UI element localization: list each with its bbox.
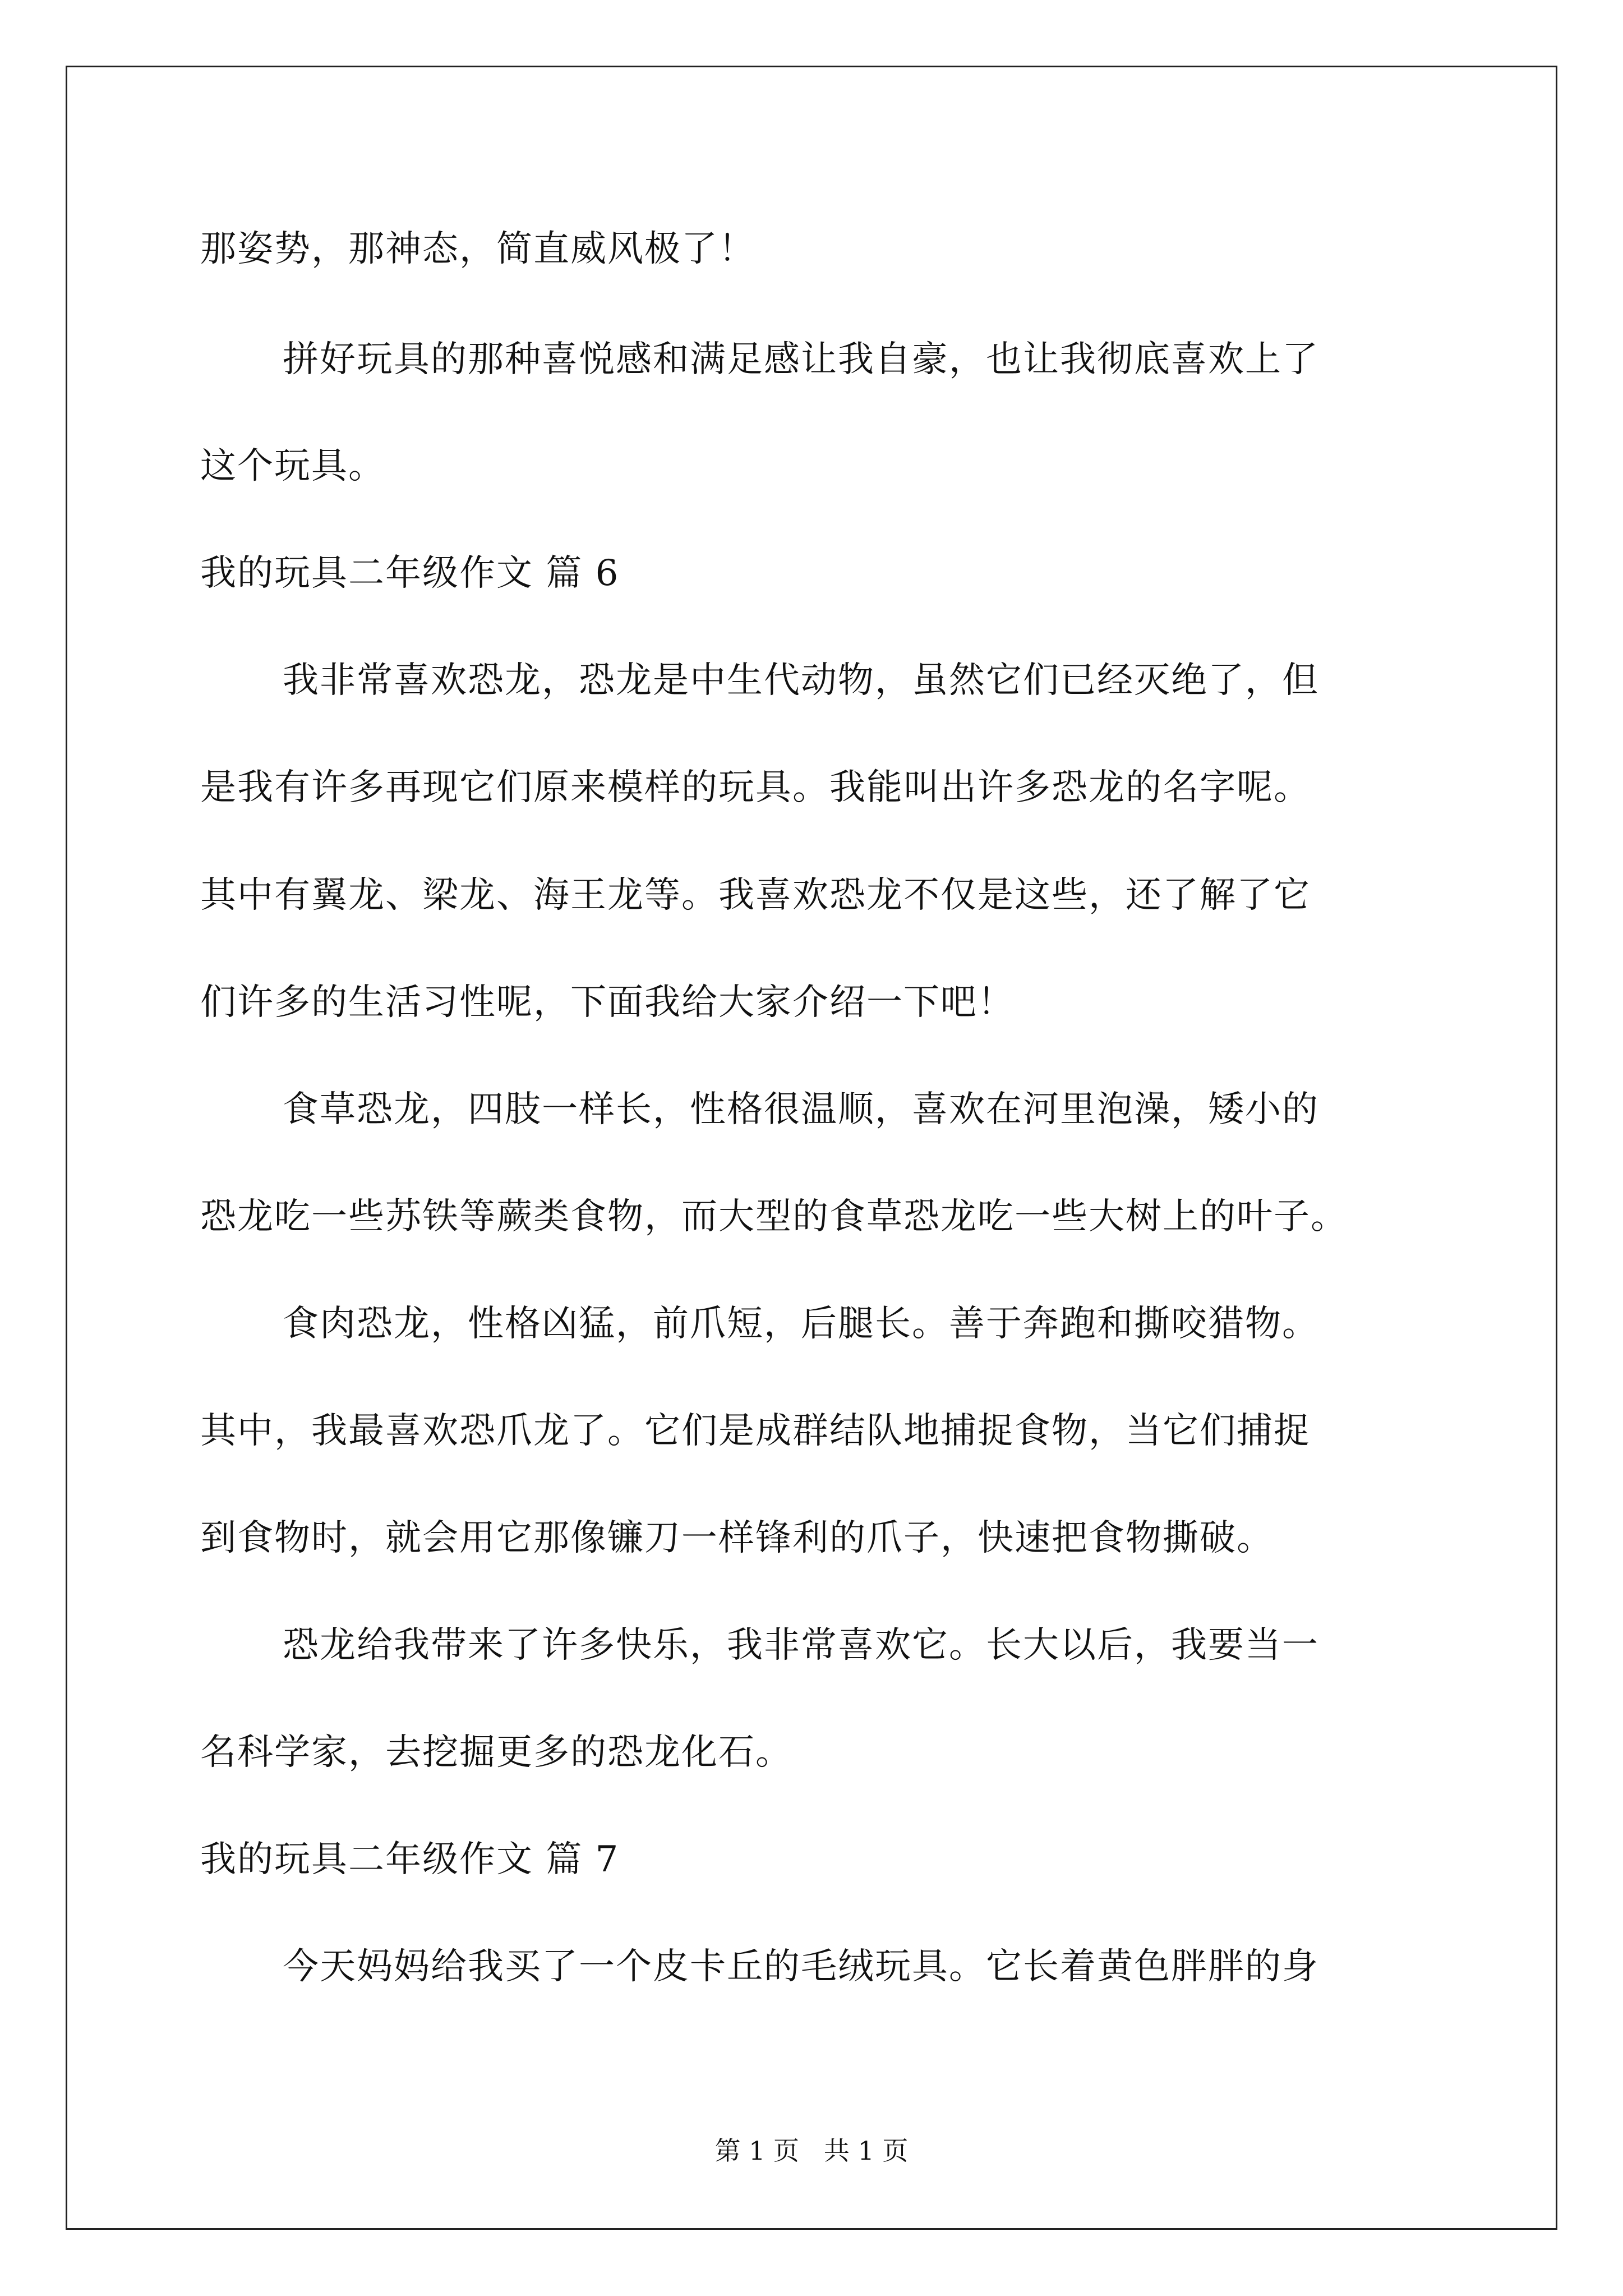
section-heading: 我的玩具二年级作文 篇 7 (200, 1839, 620, 1880)
paragraph-first-line: 恐龙给我带来了许多快乐，我非常喜欢它。长大以后，我要当一 (283, 1625, 1319, 1666)
paragraph-first-line: 今天妈妈给我买了一个皮卡丘的毛绒玩具。它长着黄色胖胖的身 (283, 1946, 1319, 1987)
text-line: 是我有许多再现它们原来模样的玩具。我能叫出许多恐龙的名字呢。 (200, 767, 1311, 808)
paragraph-first-line: 食肉恐龙，性格凶猛，前爪短，后腿长。善于奔跑和撕咬猎物。 (283, 1303, 1319, 1345)
text-line: 其中有翼龙、梁龙、海王龙等。我喜欢恐龙不仅是这些，还了解了它 (200, 875, 1311, 916)
text-line: 这个玩具。 (200, 445, 385, 487)
section-heading: 我的玩具二年级作文 篇 6 (200, 553, 620, 594)
page-footer: 第 1 页 共 1 页 (714, 2136, 909, 2166)
paragraph-first-line: 拼好玩具的那种喜悦感和满足感让我自豪，也让我彻底喜欢上了 (283, 339, 1319, 380)
paragraph-first-line: 食草恐龙，四肢一样长，性格很温顺，喜欢在河里泡澡，矮小的 (283, 1089, 1319, 1130)
text-line: 恐龙吃一些苏铁等蕨类食物，而大型的食草恐龙吃一些大树上的叶子。 (200, 1196, 1348, 1237)
page-border (66, 66, 1557, 2230)
text-line: 到食物时，就会用它那像镰刀一样锋利的爪子，快速把食物撕破。 (200, 1517, 1274, 1559)
text-line: 名科学家，去挖掘更多的恐龙化石。 (200, 1732, 792, 1773)
text-line: 那姿势，那神态，简直威风极了！ (200, 228, 755, 270)
text-line: 其中，我最喜欢恐爪龙了。它们是成群结队地捕捉食物，当它们捕捉 (200, 1410, 1311, 1452)
text-line: 们许多的生活习性呢，下面我给大家介绍一下吧！ (200, 982, 1015, 1023)
paragraph-first-line: 我非常喜欢恐龙，恐龙是中生代动物，虽然它们已经灭绝了，但 (283, 660, 1319, 701)
